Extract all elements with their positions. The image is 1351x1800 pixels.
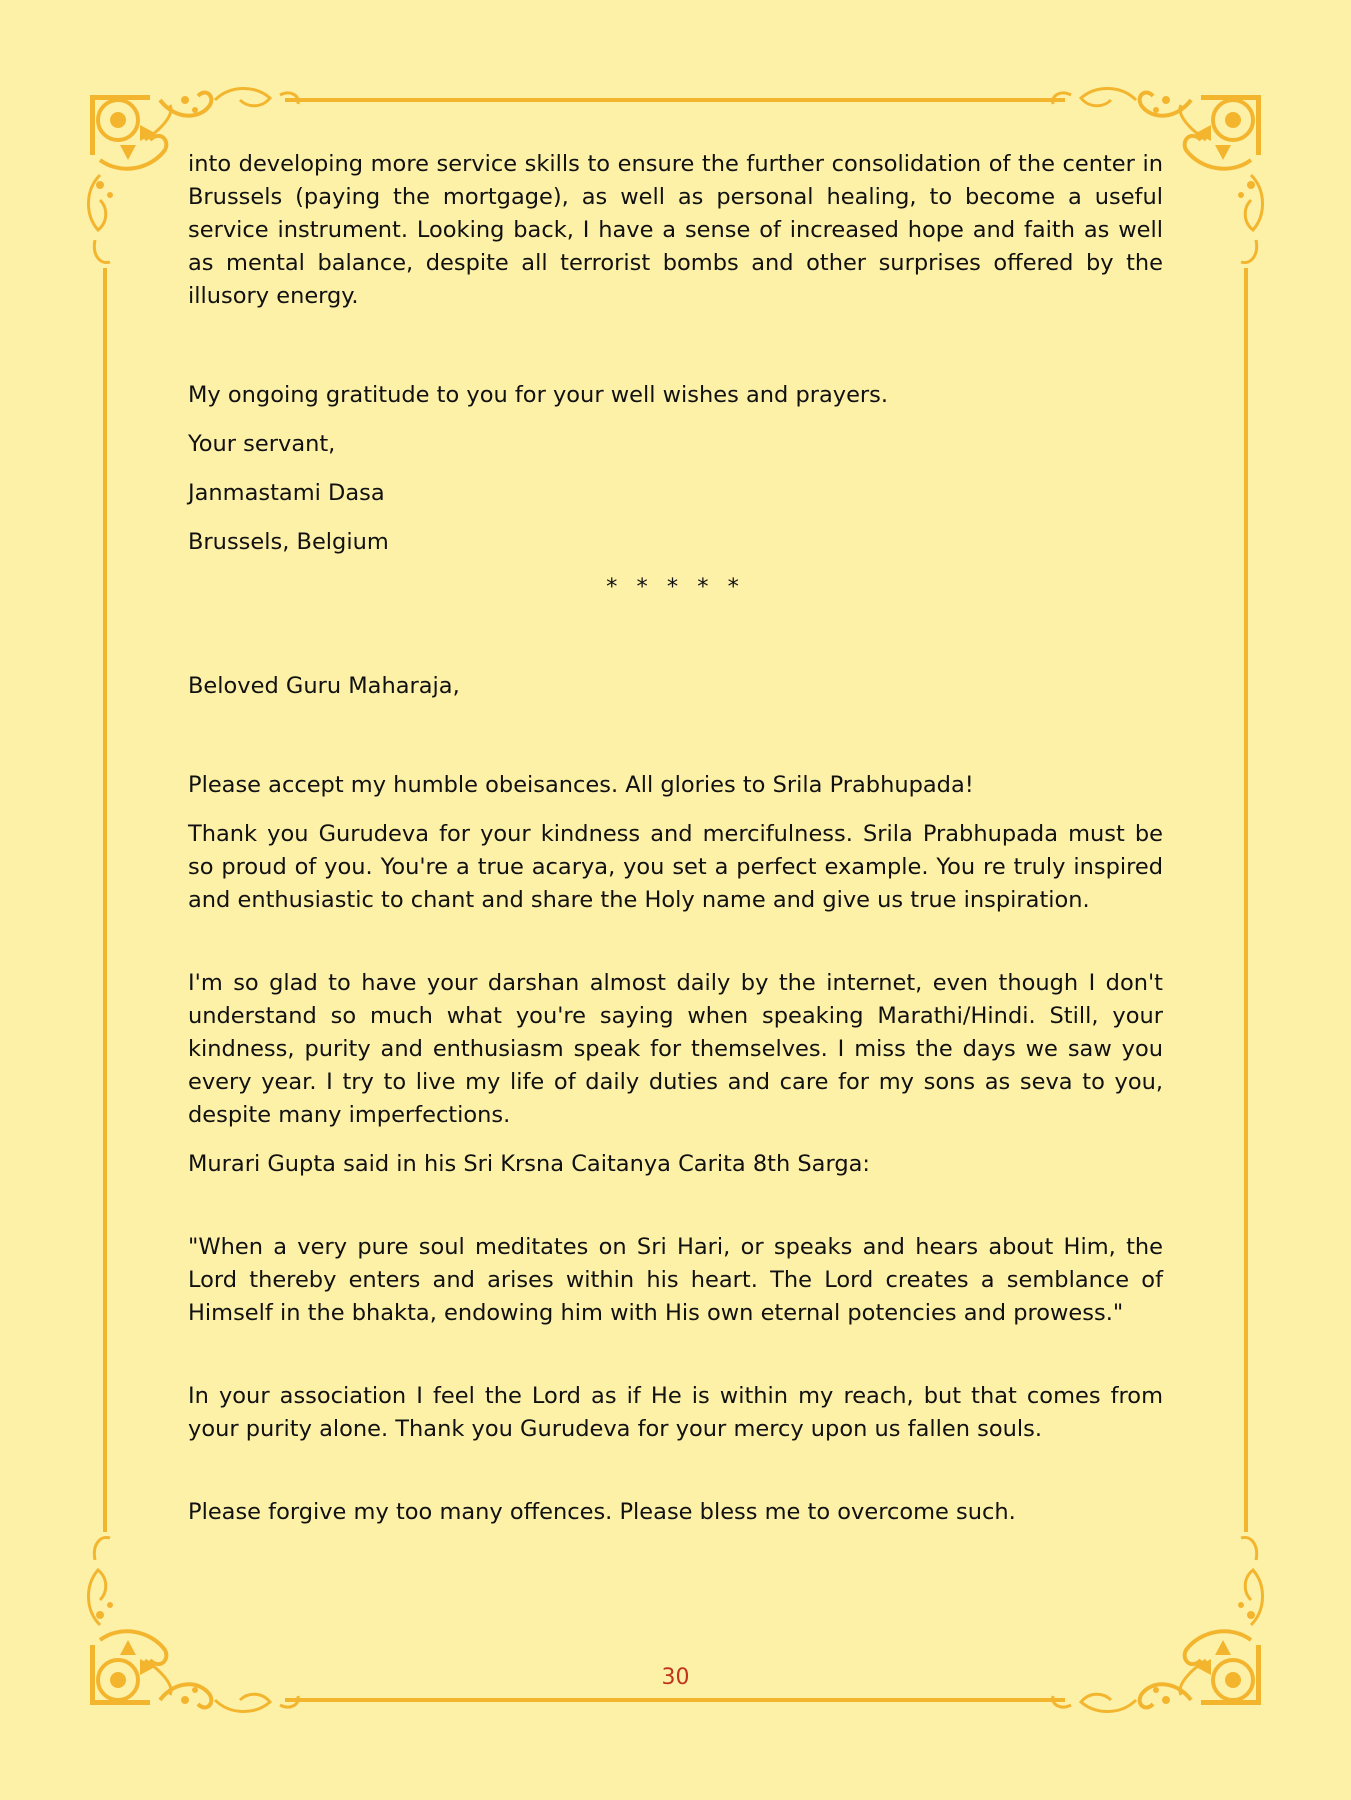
- paragraph: Murari Gupta said in his Sri Krsna Caitanya Carita 8th Sarga:: [188, 1151, 870, 1177]
- signature-name: Janmastami Dasa: [188, 480, 385, 506]
- closing: Your servant,: [188, 431, 336, 457]
- paragraph: Please accept my humble obeisances. All glories to Srila Prabhupada!: [188, 772, 974, 798]
- paragraph: Thank you Gurudeva for your kindness and mercifulness. Srila Prabhupada must be so proud of you. You're a true acarya, you set a perfect example. You re truly inspired and enthusiastic to chant and share the Holy name and give us true inspiration.: [188, 821, 1163, 913]
- paragraph: In your association I feel the Lord as if He is within my reach, but that comes from your purity alone. Thank you Gurudeva for your mercy upon us fallen souls.: [188, 1383, 1163, 1442]
- paragraph: Please forgive my too many offences. Please bless me to overcome such.: [188, 1499, 1016, 1525]
- signature-location: Brussels, Belgium: [188, 529, 389, 555]
- paragraph: My ongoing gratitude to you for your well wishes and prayers.: [188, 382, 889, 408]
- quote: "When a very pure soul meditates on Sri Hari, or speaks and hears about Him, the Lord thereby enters and arises within his heart. The Lord creates a semblance of Himself in the bhakta, endowing him with His own eternal potencies and prowess.": [188, 1234, 1163, 1326]
- paragraph: into developing more service skills to ensure the further consolidation of the center in Brussels (paying the mortgage), as well as personal healing, to become a useful service instrument. Looking back, I have a sense of increased hope and faith as well as mental balance, despite all terrorist bombs and other surprises offered by the illusory energy.: [188, 151, 1163, 309]
- paragraph: I'm so glad to have your darshan almost daily by the internet, even though I don't understand so much what you're saying when speaking Marathi/Hindi. Still, your kindness, purity and enthusiasm speak for themselves. I miss the days we saw you every year. I try to live my life of daily duties and care for my sons as seva to you, despite many imperfections.: [188, 970, 1163, 1128]
- separator: * * * * *: [606, 574, 745, 600]
- letter-body: [188, 148, 1163, 1529]
- page-number: 30: [661, 1665, 690, 1690]
- salutation: Beloved Guru Maharaja,: [188, 673, 460, 699]
